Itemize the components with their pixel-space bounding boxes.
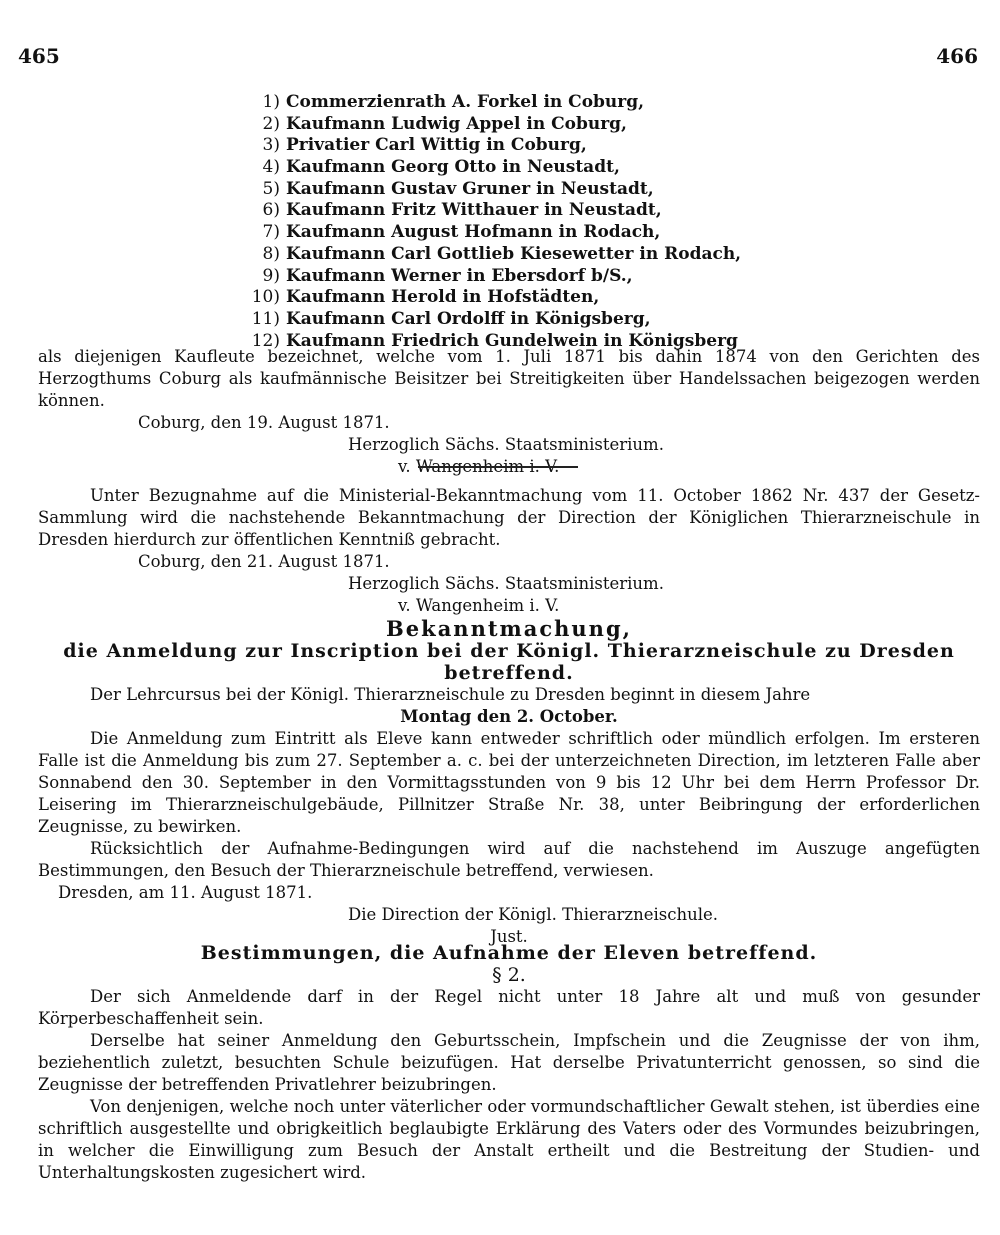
list-item-text: Kaufmann Gustav Gruner in Neustadt, bbox=[286, 178, 654, 199]
regulations-heading: Bestimmungen, die Aufnahme der Eleven betreffend. bbox=[200, 942, 818, 964]
merchant-list-item bbox=[234, 157, 794, 179]
announcement-paragraph: Rücksichtlich der Aufnahme-Bedingungen wird auf die nachstehend im Auszuge angefügten Bestimmungen, den Besuch der Thierarzneischule betreffend, verwiesen. bbox=[38, 839, 980, 880]
notice-signature: v. Wangenheim i. V. bbox=[398, 457, 560, 476]
list-item-text: Kaufmann Fritz Witthauer in Neustadt, bbox=[286, 200, 662, 221]
merchant-list-item bbox=[234, 309, 794, 331]
list-item-number: 1) bbox=[262, 92, 280, 112]
announcement-heading: Bekanntmachung, bbox=[386, 616, 632, 641]
list-item-number: 9) bbox=[262, 265, 280, 286]
notice-date: Coburg, den 21. August 1871. bbox=[138, 552, 390, 571]
merchant-list-item bbox=[234, 244, 794, 266]
list-item-number: 7) bbox=[262, 222, 280, 243]
regulations bbox=[38, 942, 980, 1184]
list-item-number: 5) bbox=[262, 178, 280, 199]
list-item-number: 2) bbox=[262, 113, 280, 134]
regulations-paragraph: Derselbe hat seiner Anmeldung den Geburtsschein, Impfschein und die Zeugnisse der von ihm, beziehentlich zuletzt, besuchten Schule beizufügen. Hat derselbe Privatunterricht genossen, so sind die Zeugnisse der betreffenden Privatlehrer beizubringen. bbox=[38, 1031, 980, 1094]
list-item-text: Kaufmann Carl Ordolff in Königsberg, bbox=[286, 308, 651, 329]
notice-paragraph: Unter Bezugnahme auf die Ministerial-Bekanntmachung vom 11. October 1862 Nr. 437 der Gesetz-Sammlung wird die nachstehende Bekanntmachung der Direction der Königlichen Thierarzneischule in Dresden hierdurch zur öffentlichen Kenntniß gebracht. bbox=[38, 486, 980, 549]
announcement-date: Dresden, am 11. August 1871. bbox=[58, 883, 313, 902]
announcement-paragraph: Die Anmeldung zum Eintritt als Eleve kann entweder schriftlich oder mündlich erfolgen. Im ersteren Falle ist die Anmeldung bis zum 27. September a. c. bei der unterzeichneten Direction, im letzteren Falle aber Sonnabend den 30. September in den Vormittagsstunden von 9 bis 12 Uhr bei dem Herrn Professor Dr. Leisering im Thierarzneischulgebäude, Pillnitzer Straße Nr. 38, unter Beibringung der erforderlichen Zeugnisse, zu bewirken. bbox=[38, 729, 980, 836]
merchant-list-item bbox=[234, 135, 794, 157]
merchant-list-item bbox=[234, 200, 794, 222]
announcement-intro: Der Lehrcursus bei der Königl. Thierarzneischule zu Dresden beginnt in diesem Jahre bbox=[90, 685, 811, 704]
announcement-start-date: Montag den 2. October. bbox=[400, 707, 618, 726]
merchant-list-item bbox=[234, 222, 794, 244]
merchant-list-item bbox=[234, 114, 794, 136]
announcement-subheading: die Anmeldung zur Inscription bei der Königl. Thierarzneischule zu Dresden betreffend. bbox=[63, 640, 955, 684]
regulations-paragraph: Der sich Anmeldende darf in der Regel nicht unter 18 Jahre alt und muß von gesunder Körperbeschaffenheit sein. bbox=[38, 987, 980, 1028]
list-item-number: 11) bbox=[251, 308, 280, 329]
announcement-signature: Just. bbox=[490, 927, 528, 946]
notice-authority: Herzoglich Sächs. Staatsministerium. bbox=[348, 574, 664, 593]
announcement bbox=[38, 618, 980, 948]
page-number-left: 465 bbox=[18, 44, 60, 68]
merchant-list-item bbox=[234, 92, 794, 114]
list-item-text: Kaufmann Carl Gottlieb Kiesewetter in Rodach, bbox=[286, 243, 742, 264]
notice-coburg-merchants bbox=[38, 346, 980, 478]
merchant-list bbox=[234, 92, 794, 352]
notice-signature: v. Wangenheim i. V. bbox=[398, 596, 560, 615]
list-item-text: Privatier Carl Wittig in Coburg, bbox=[286, 135, 587, 156]
list-item-number: 10) bbox=[251, 287, 280, 308]
page-number-right: 466 bbox=[936, 44, 978, 68]
list-item-text: Commerzienrath A. Forkel in Coburg, bbox=[286, 92, 645, 112]
list-item-text: Kaufmann Herold in Hofstädten, bbox=[286, 287, 600, 308]
list-item-text: Kaufmann Werner in Ebersdorf b/S., bbox=[286, 265, 633, 286]
list-item-text: Kaufmann August Hofmann in Rodach, bbox=[286, 222, 661, 243]
list-item-text: Kaufmann Georg Otto in Neustadt, bbox=[286, 157, 620, 178]
regulations-paragraph: Von denjenigen, welche noch unter väterlicher oder vormundschaftlicher Gewalt stehen, ist überdies eine schriftlich ausgestellte und obrigkeitlich beglaubigte Erklärung des Vaters oder des Vormundes beizubringen, in welcher die Einwilligung zum Besuch der Anstalt ertheilt und die Bestreitung der Studien- und Unterhaltungskosten zugesichert wird. bbox=[38, 1097, 980, 1182]
list-item-number: 6) bbox=[262, 200, 280, 221]
section-divider bbox=[418, 466, 578, 468]
merchant-list-item bbox=[234, 179, 794, 201]
notice-date: Coburg, den 19. August 1871. bbox=[138, 413, 390, 432]
merchant-list-item bbox=[234, 287, 794, 309]
notice-authority: Herzoglich Sächs. Staatsministerium. bbox=[348, 435, 664, 454]
merchant-list-item bbox=[234, 266, 794, 288]
list-item-number: 4) bbox=[262, 157, 280, 178]
notice-veterinary-school bbox=[38, 485, 980, 617]
list-item-number: 3) bbox=[262, 135, 280, 156]
list-item-number: 12) bbox=[251, 330, 280, 351]
regulations-section: § 2. bbox=[492, 964, 526, 986]
notice-paragraph: als diejenigen Kaufleute bezeichnet, welche vom 1. Juli 1871 bis dahin 1874 von den Gerichten des Herzogthums Coburg als kaufmännische Beisitzer bei Streitigkeiten über Handelssachen beigezogen werden können. bbox=[38, 347, 980, 410]
announcement-authority: Die Direction der Königl. Thierarzneischule. bbox=[348, 905, 719, 924]
list-item-text: Kaufmann Ludwig Appel in Coburg, bbox=[286, 113, 627, 134]
list-item-number: 8) bbox=[262, 243, 280, 264]
list-item-text: Kaufmann Friedrich Gundelwein in Königsberg bbox=[286, 330, 738, 351]
